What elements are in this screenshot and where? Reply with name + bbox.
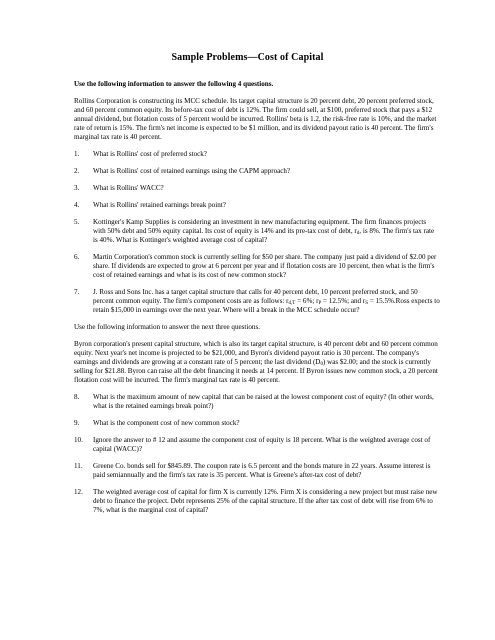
- question-number: 8.: [74, 392, 80, 401]
- question-item: [74, 419, 440, 428]
- text-run: = 12.5%; and r: [321, 296, 366, 305]
- text-run: = 6%; r: [295, 296, 319, 305]
- question-item: [74, 488, 440, 515]
- question-item: [74, 150, 440, 159]
- subscript: S: [365, 300, 369, 306]
- question-item: [74, 288, 440, 315]
- question-item: [74, 201, 440, 210]
- question-item: [74, 253, 440, 280]
- subscript: d,T: [288, 300, 296, 306]
- section2-paragraph: [74, 340, 440, 385]
- text-run: = 15.5%.Ross expects to retain $15,000 in earnings over the next year. Where will a break in the MCC schedule occur?: [93, 296, 440, 314]
- question-item: [74, 167, 440, 176]
- question-item: [74, 218, 440, 245]
- question-text: What is the component cost of new common stock?: [93, 418, 240, 427]
- subscript: 0: [320, 361, 323, 367]
- question-text: [93, 288, 440, 315]
- question-item: [74, 184, 440, 193]
- text-run: ) was $2.00; and the stock is currently selling for $21.88. Byron can raise all the debt financing it needs at 14 percent. If Byron issues new common stock, a 20 percent flotation cost will be incurred. The firm's marginal tax rate is 40 percent.: [74, 357, 438, 384]
- page-title: Sample Problems—Cost of Capital: [171, 52, 324, 63]
- question-text: The weighted average cost of capital for firm X is currently 12%. Firm X is considering a new project but must raise new debt to finance the project. Debt represents 25% of the capital structure. If the after tax cost of debt will rise from 6% to 7%, what is the marginal cost of capital?: [93, 487, 438, 514]
- text-run: , is 8%. The firm's tax rate is 40%. What is Kottinger's weighted average cost of capital?: [93, 227, 435, 244]
- question-item: [74, 393, 440, 411]
- question-number: 7.: [74, 288, 80, 296]
- question-item: [74, 462, 440, 480]
- question-text: What is Rollins' WACC?: [93, 184, 164, 192]
- text-run: Byron corporation's present capital structure, which is also its target capital structure, is 40 percent debt and 60 percent common equity. Next year's net income is projected to be $21,000, and Byron's dividend payout ratio is 30 percent. The company's earnings and dividends are growing at a constant rate of 5 percent; the last dividend (D: [74, 340, 438, 366]
- question-number: 2.: [74, 166, 80, 175]
- question-text: What is Rollins' retained earnings break point?: [93, 201, 226, 210]
- question-text: What is Rollins' cost of retained earnings using the CAPM approach?: [93, 166, 291, 175]
- question-number: 12.: [74, 487, 83, 496]
- question-number: 5.: [74, 218, 80, 227]
- section2-instruction: Use the following information to answer the next three questions.: [74, 322, 260, 331]
- question-number: 11.: [74, 461, 83, 470]
- question-number: 10.: [74, 435, 83, 444]
- section1-paragraph: Rollins Corporation is constructing its MCC schedule. Its target capital structure is 20 percent debt, 20 percent preferred stock, and 60 percent common equity. Its before-tax cost of debt is 12%. The firm could sell, at $100, preferred stock that pays a $12 annual dividend, but flotation costs of 5 percent would be incurred. Rollins' beta is 1.2, the risk-free rate is 10%, and the market rate of return is 15%. The firm's net income is expected to be $1 million, and its dividend payout ratio is 40 percent. The firm's marginal tax rate is 40 percent.: [74, 97, 437, 141]
- question-text: Martin Corporation's common stock is currently selling for $50 per share. The company just paid a dividend of $2.00 per share. If dividends are expected to grow at 6 percent per year and if flotation costs are 10 percent, then what is the firm's cost of retained earnings and what is its cost of new common stock?: [93, 253, 437, 279]
- subscript: P: [318, 300, 322, 306]
- question-number: 6.: [74, 253, 80, 262]
- question-text: [93, 218, 440, 245]
- question-number: 3.: [74, 184, 80, 192]
- question-number: 1.: [74, 149, 80, 158]
- question-number: 9.: [74, 418, 80, 427]
- question-item: [74, 436, 440, 454]
- text-run: Kottinger's Kamp Supplies is considering an investment in new manufacturing equipment. The firm finances projects with 50% debt and 50% equity capital. Its cost of equity is 14% and its pre-tax cost of debt, r: [93, 218, 427, 236]
- subscript: d: [356, 231, 360, 237]
- text-run: J. Ross and Sons Inc. has a target capital structure that calls for 40 percent debt, 10 percent preferred stock, and 50 percent common equity. The firm's component costs are as follows: r: [93, 288, 418, 305]
- question-text: Ignore the answer to # 12 and assume the component cost of equity is 18 percent. What is the weighted average cost of capital (WACC)?: [93, 435, 431, 453]
- question-text: What is the maximum amount of new capital that can be raised at the lowest component cost of equity? (In other words, what is the retained earnings break point?): [93, 392, 434, 410]
- document-body: [74, 80, 440, 523]
- question-text: Greene Co. bonds sell for $845.89. The coupon rate is 6.5 percent and the bonds mature in 22 years. Assume interest is paid semiannually and the firm's tax rate is 35 percent. What is Greene's after-tax cost of debt?: [93, 461, 431, 479]
- question-text: What is Rollins' cost of preferred stock?: [93, 149, 207, 158]
- section1-instruction: Use the following information to answer the following 4 questions.: [74, 80, 274, 88]
- question-number: 4.: [74, 201, 80, 210]
